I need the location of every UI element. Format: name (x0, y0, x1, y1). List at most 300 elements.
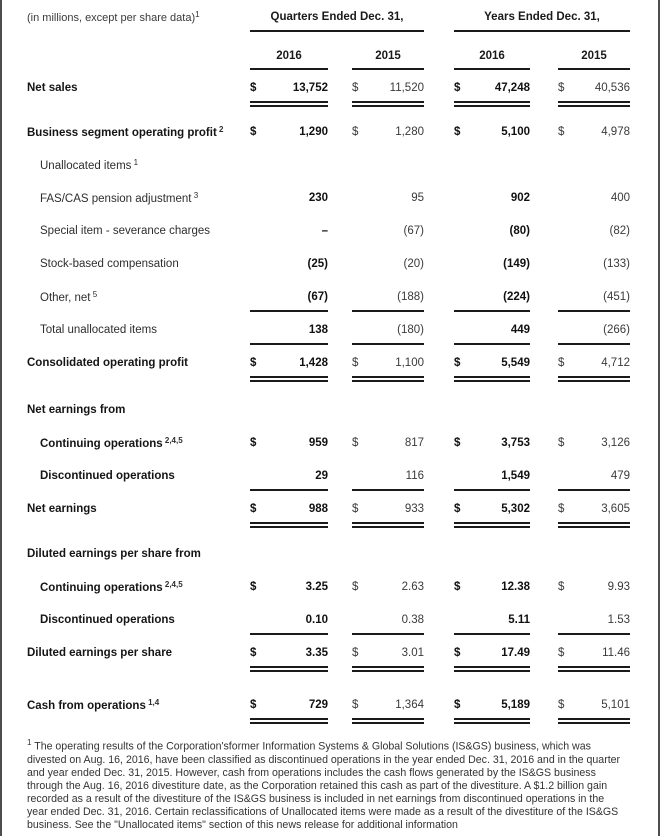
value-cell (454, 291, 530, 303)
value-cell (454, 470, 530, 482)
year-col-fy-2016: 2016 (479, 50, 505, 62)
row-label-text: Diluted earnings per share from (27, 548, 201, 560)
value-cell (558, 192, 630, 204)
column-rule (454, 244, 530, 246)
dollar-sign: $ (250, 437, 257, 449)
column-rule (250, 310, 328, 312)
column-rule (352, 423, 424, 425)
value-cell (352, 470, 424, 482)
row-label-superscript: 3 (191, 191, 199, 200)
table-body (27, 75, 630, 725)
value-cell (250, 503, 328, 515)
value-cell (250, 437, 328, 449)
value-text: 2.63 (401, 581, 424, 593)
year-rule-2 (352, 68, 424, 70)
column-rule (250, 101, 328, 107)
year-underline-row (27, 68, 630, 75)
column-rule (352, 178, 424, 180)
column-rule (558, 244, 630, 246)
value-text: 3,126 (601, 437, 630, 449)
dollar-sign: $ (250, 647, 257, 659)
column-rule (454, 310, 530, 312)
dollar-sign: $ (250, 581, 257, 593)
value-text: (25) (307, 258, 328, 270)
value-cell (454, 357, 530, 369)
value-text: 11.46 (602, 647, 630, 659)
value-text: 1,364 (395, 699, 424, 711)
column-rule (250, 489, 328, 491)
dollar-sign: $ (454, 357, 461, 369)
table-row-other-net (27, 284, 630, 310)
rule-row (27, 277, 630, 284)
value-text: 9.93 (607, 581, 630, 593)
row-label (27, 698, 244, 712)
value-text: 116 (405, 470, 424, 482)
footnote-text: The operating results of the Corporation'sformer Information Systems & Global Solutions (IS&GS) business, which was divested on Aug. 16, 2016, have been classified as discontinued operations in the year ended Dec. 31, 2016 and in the quarter and year ended Dec. 31, 2015. However, cash from operations includes the cash flows generated by the IS&GS business through the Aug. 16, 2016 divestiture date, as the Corporation retained this cash as part of the divestiture. A $1.2 billion gain recorded as a result of the divestiture of the IS&GS business is included in net earnings from discontinued operations in the year ended Dec. 31, 2016. Certain reclassifications of Unallocated items were made as a result of the divestiture of the IS&GS business. See the "Unallocated items" section of this news release for additional information (27, 740, 621, 831)
value-cell (250, 699, 328, 711)
column-rule (454, 522, 530, 528)
footnote (27, 736, 630, 832)
column-rule (558, 666, 630, 672)
column-rule (558, 456, 630, 458)
value-text: 0.10 (305, 614, 328, 626)
row-label-text: Total unallocated items (40, 324, 157, 336)
column-rule (454, 633, 530, 635)
row-label-superscript: 2,4,5 (162, 436, 183, 445)
row-label-text: Net sales (27, 82, 78, 94)
row-label (27, 357, 244, 369)
value-text: (149) (503, 258, 530, 270)
dollar-sign: $ (352, 581, 359, 593)
value-text: 3.01 (401, 647, 424, 659)
column-rule (250, 277, 328, 279)
value-cell (558, 699, 630, 711)
value-cell (454, 324, 530, 336)
value-text: 95 (411, 192, 424, 204)
value-text: 230 (308, 192, 328, 204)
value-text: 138 (308, 324, 328, 336)
value-cell (250, 82, 328, 94)
column-rule (454, 600, 530, 602)
year-rule-3 (454, 68, 530, 70)
dollar-sign: $ (352, 437, 359, 449)
rule-row (27, 376, 630, 383)
row-label-text: Unallocated items (40, 160, 132, 172)
value-text: 5,101 (601, 699, 630, 711)
dollar-sign: $ (454, 82, 461, 94)
value-text: 5.11 (508, 614, 530, 626)
column-rule (454, 567, 530, 569)
column-rule (352, 211, 424, 213)
value-cell (558, 357, 630, 369)
group-rule-quarters (250, 30, 424, 32)
rule-row (27, 489, 630, 496)
value-cell (352, 291, 424, 303)
value-cell (250, 258, 328, 270)
row-label (27, 225, 244, 237)
row-label (27, 470, 244, 482)
column-rule (558, 718, 630, 724)
column-rule (558, 600, 630, 602)
value-cell (558, 647, 630, 659)
value-cell (250, 291, 328, 303)
value-text: 1.53 (607, 614, 630, 626)
group-underline-row (27, 30, 630, 37)
value-cell (454, 258, 530, 270)
column-rule (454, 277, 530, 279)
dollar-sign: $ (558, 437, 565, 449)
row-label (27, 436, 244, 450)
value-cell (352, 82, 424, 94)
rule-row (27, 666, 630, 673)
value-cell (250, 357, 328, 369)
column-rule (454, 489, 530, 491)
dollar-sign: $ (250, 699, 257, 711)
dollar-sign: $ (352, 503, 359, 515)
value-text: 729 (308, 699, 328, 711)
row-label (27, 125, 244, 139)
value-cell (352, 614, 424, 626)
column-rule (558, 101, 630, 107)
column-rule (454, 178, 530, 180)
footnote-superscript: 1 (27, 738, 32, 747)
value-text: 11,520 (389, 82, 424, 94)
value-text: 1,280 (395, 126, 424, 138)
row-label-text: Stock-based compensation (40, 258, 179, 270)
year-col-q4-2016: 2016 (276, 50, 302, 62)
value-text: (188) (397, 291, 424, 303)
dollar-sign: $ (250, 82, 257, 94)
column-rule (352, 666, 424, 672)
value-text: 12.38 (501, 581, 530, 593)
group-rule-years (454, 30, 630, 32)
column-rule (454, 456, 530, 458)
table-row-cash-from-operations (27, 692, 630, 718)
column-rule (250, 600, 328, 602)
dollar-sign: $ (352, 357, 359, 369)
table-row-consolidated-operating-profit (27, 350, 630, 376)
value-text: 817 (404, 437, 424, 449)
row-label-superscript: 1,4 (145, 698, 160, 707)
value-cell (558, 581, 630, 593)
column-rule (352, 310, 424, 312)
table-row-net-sales (27, 75, 630, 101)
column-rule (352, 489, 424, 491)
column-group-quarters: Quarters Ended Dec. 31, (270, 11, 404, 23)
value-cell (250, 324, 328, 336)
value-text: 5,189 (501, 699, 530, 711)
column-rule (558, 376, 630, 382)
row-label (27, 82, 244, 94)
value-text: 1,428 (299, 357, 328, 369)
rule-row (27, 600, 630, 607)
value-text: 3,605 (601, 503, 630, 515)
value-cell (454, 614, 530, 626)
rule-row (27, 522, 630, 529)
value-text: 4,978 (601, 126, 630, 138)
value-cell (558, 82, 630, 94)
value-cell (352, 258, 424, 270)
column-rule (250, 718, 328, 724)
row-label-text: Continuing operations (40, 438, 163, 450)
column-rule (454, 376, 530, 382)
caption-superscript: 1 (195, 10, 200, 19)
table-container (2, 0, 658, 832)
column-rule (352, 343, 424, 345)
value-cell (558, 437, 630, 449)
column-rule (352, 456, 424, 458)
dollar-sign: $ (558, 357, 565, 369)
row-label-text: Special item - severance charges (40, 225, 211, 237)
dollar-sign: $ (250, 503, 257, 515)
dollar-sign: $ (558, 581, 565, 593)
value-cell (454, 126, 530, 138)
value-text: 400 (610, 192, 630, 204)
column-rule (558, 277, 630, 279)
value-text: 47,248 (494, 82, 530, 94)
row-label (27, 503, 244, 515)
table-row-business-segment-operating-profit (27, 119, 630, 145)
rule-row (27, 211, 630, 218)
column-rule (250, 633, 328, 635)
value-cell (454, 647, 530, 659)
value-text: (451) (603, 291, 630, 303)
value-text: 3,753 (501, 437, 530, 449)
column-rule (352, 567, 424, 569)
value-cell (454, 437, 530, 449)
rule-row (27, 145, 630, 152)
row-label (27, 191, 244, 205)
column-rule (250, 211, 328, 213)
column-rule (558, 567, 630, 569)
dollar-sign: $ (558, 647, 565, 659)
value-cell (352, 324, 424, 336)
dollar-sign: $ (558, 82, 565, 94)
column-rule (250, 666, 328, 672)
value-cell (352, 126, 424, 138)
table-row-net-earnings (27, 496, 630, 522)
column-rule (250, 423, 328, 425)
rule-row (27, 423, 630, 430)
column-rule (352, 244, 424, 246)
value-cell (454, 82, 530, 94)
value-cell (250, 225, 328, 237)
table-header-groups (27, 4, 630, 30)
table-row-fas-cas-pension-adjustment (27, 185, 630, 211)
row-label (27, 647, 244, 659)
value-text: (80) (509, 225, 530, 237)
rule-row (27, 310, 630, 317)
row-label-text: Business segment operating profit (27, 127, 217, 139)
value-text: (224) (503, 291, 530, 303)
dollar-sign: $ (558, 503, 565, 515)
column-rule (352, 718, 424, 724)
rule-row (27, 101, 630, 108)
table-row-continuing-operations-earnings (27, 430, 630, 456)
value-cell (558, 126, 630, 138)
dollar-sign: $ (352, 82, 359, 94)
value-text: (20) (403, 258, 424, 270)
row-label (27, 258, 244, 270)
column-rule (558, 522, 630, 528)
dollar-sign: $ (454, 503, 461, 515)
row-label (27, 290, 244, 304)
dollar-sign: $ (454, 437, 461, 449)
column-rule (250, 343, 328, 345)
column-rule (352, 633, 424, 635)
value-text: 959 (308, 437, 328, 449)
row-label-text: Other, net (40, 292, 91, 304)
row-label (27, 614, 244, 626)
column-rule (454, 718, 530, 724)
table-caption (27, 10, 250, 24)
value-cell (454, 581, 530, 593)
column-rule (558, 178, 630, 180)
row-label-text: Discontinued operations (40, 470, 175, 482)
dollar-sign: $ (250, 126, 257, 138)
value-text: 29 (315, 470, 328, 482)
column-rule (250, 376, 328, 382)
dollar-sign: $ (558, 699, 565, 711)
column-rule (250, 145, 328, 147)
caption-text: (in millions, except per share data) (27, 12, 196, 24)
value-text: 40,536 (594, 82, 630, 94)
value-cell (352, 225, 424, 237)
row-label (27, 324, 244, 336)
row-label-text: Continuing operations (40, 582, 163, 594)
value-cell (352, 437, 424, 449)
value-text: 933 (404, 503, 424, 515)
value-cell (352, 699, 424, 711)
row-label-text: Net earnings (27, 503, 97, 515)
column-rule (454, 145, 530, 147)
row-label (27, 548, 630, 560)
rule-row (27, 244, 630, 251)
column-rule (558, 633, 630, 635)
column-rule (250, 567, 328, 569)
column-rule (454, 666, 530, 672)
value-cell (250, 126, 328, 138)
column-rule (250, 522, 328, 528)
value-text: 1,100 (395, 357, 424, 369)
value-cell (454, 699, 530, 711)
column-rule (454, 101, 530, 107)
table-row-discontinued-operations-eps (27, 607, 630, 633)
column-rule (558, 310, 630, 312)
value-text: 902 (510, 192, 530, 204)
value-text: (67) (307, 291, 328, 303)
year-col-fy-2015: 2015 (581, 50, 607, 62)
column-rule (352, 145, 424, 147)
value-cell (352, 357, 424, 369)
row-label (27, 580, 244, 594)
value-cell (352, 581, 424, 593)
value-text: – (321, 225, 328, 237)
rule-row (27, 633, 630, 640)
value-text: 1,290 (299, 126, 328, 138)
table-row-continuing-operations-eps (27, 574, 630, 600)
table-row-stock-based-compensation (27, 251, 630, 277)
table-row-net-earnings-from (27, 397, 630, 423)
value-text: 988 (308, 503, 328, 515)
column-rule (352, 522, 424, 528)
value-cell (558, 291, 630, 303)
row-label (27, 158, 630, 172)
row-label-superscript: 2,4,5 (162, 580, 183, 589)
row-label-superscript: 5 (90, 290, 98, 299)
dollar-sign: $ (454, 699, 461, 711)
year-rule-1 (250, 68, 328, 70)
value-text: 0.38 (401, 614, 424, 626)
rule-row (27, 178, 630, 185)
value-cell (352, 503, 424, 515)
year-col-q4-2015: 2015 (375, 50, 401, 62)
value-cell (250, 470, 328, 482)
column-rule (454, 211, 530, 213)
table-row-special-item-severance-charges (27, 218, 630, 244)
column-rule (352, 600, 424, 602)
column-rule (558, 145, 630, 147)
rule-row (27, 343, 630, 350)
column-rule (558, 343, 630, 345)
value-cell (250, 614, 328, 626)
dollar-sign: $ (454, 647, 461, 659)
value-text: 1,549 (501, 470, 530, 482)
column-rule (558, 423, 630, 425)
value-text: (180) (397, 324, 424, 336)
table-row-discontinued-operations-earnings (27, 463, 630, 489)
row-label-text: Net earnings from (27, 404, 126, 416)
value-text: 3.35 (305, 647, 328, 659)
row-label-text: Discontinued operations (40, 614, 175, 626)
value-cell (454, 192, 530, 204)
value-cell (352, 192, 424, 204)
value-cell (250, 192, 328, 204)
value-text: (67) (403, 225, 424, 237)
table-row-diluted-earnings-per-share (27, 640, 630, 666)
value-cell (558, 225, 630, 237)
value-text: (266) (603, 324, 630, 336)
row-label-text: Consolidated operating profit (27, 357, 188, 369)
value-cell (250, 581, 328, 593)
value-text: 13,752 (292, 82, 328, 94)
value-cell (454, 225, 530, 237)
column-rule (250, 178, 328, 180)
column-rule (250, 244, 328, 246)
row-label (27, 404, 630, 416)
column-rule (352, 101, 424, 107)
table-row-total-unallocated-items (27, 317, 630, 343)
column-rule (352, 277, 424, 279)
column-rule (250, 456, 328, 458)
value-text: 5,549 (501, 357, 530, 369)
value-text: 3.25 (305, 581, 328, 593)
table-header-years (27, 44, 630, 68)
value-text: 5,100 (501, 126, 530, 138)
value-cell (352, 647, 424, 659)
dollar-sign: $ (558, 126, 565, 138)
row-label-text: Cash from operations (27, 700, 146, 712)
value-cell (454, 503, 530, 515)
dollar-sign: $ (454, 581, 461, 593)
rule-row (27, 567, 630, 574)
value-cell (558, 503, 630, 515)
dollar-sign: $ (352, 699, 359, 711)
year-rule-4 (558, 68, 630, 70)
value-cell (250, 647, 328, 659)
table-row-diluted-earnings-per-share-from (27, 541, 630, 567)
column-rule (558, 489, 630, 491)
